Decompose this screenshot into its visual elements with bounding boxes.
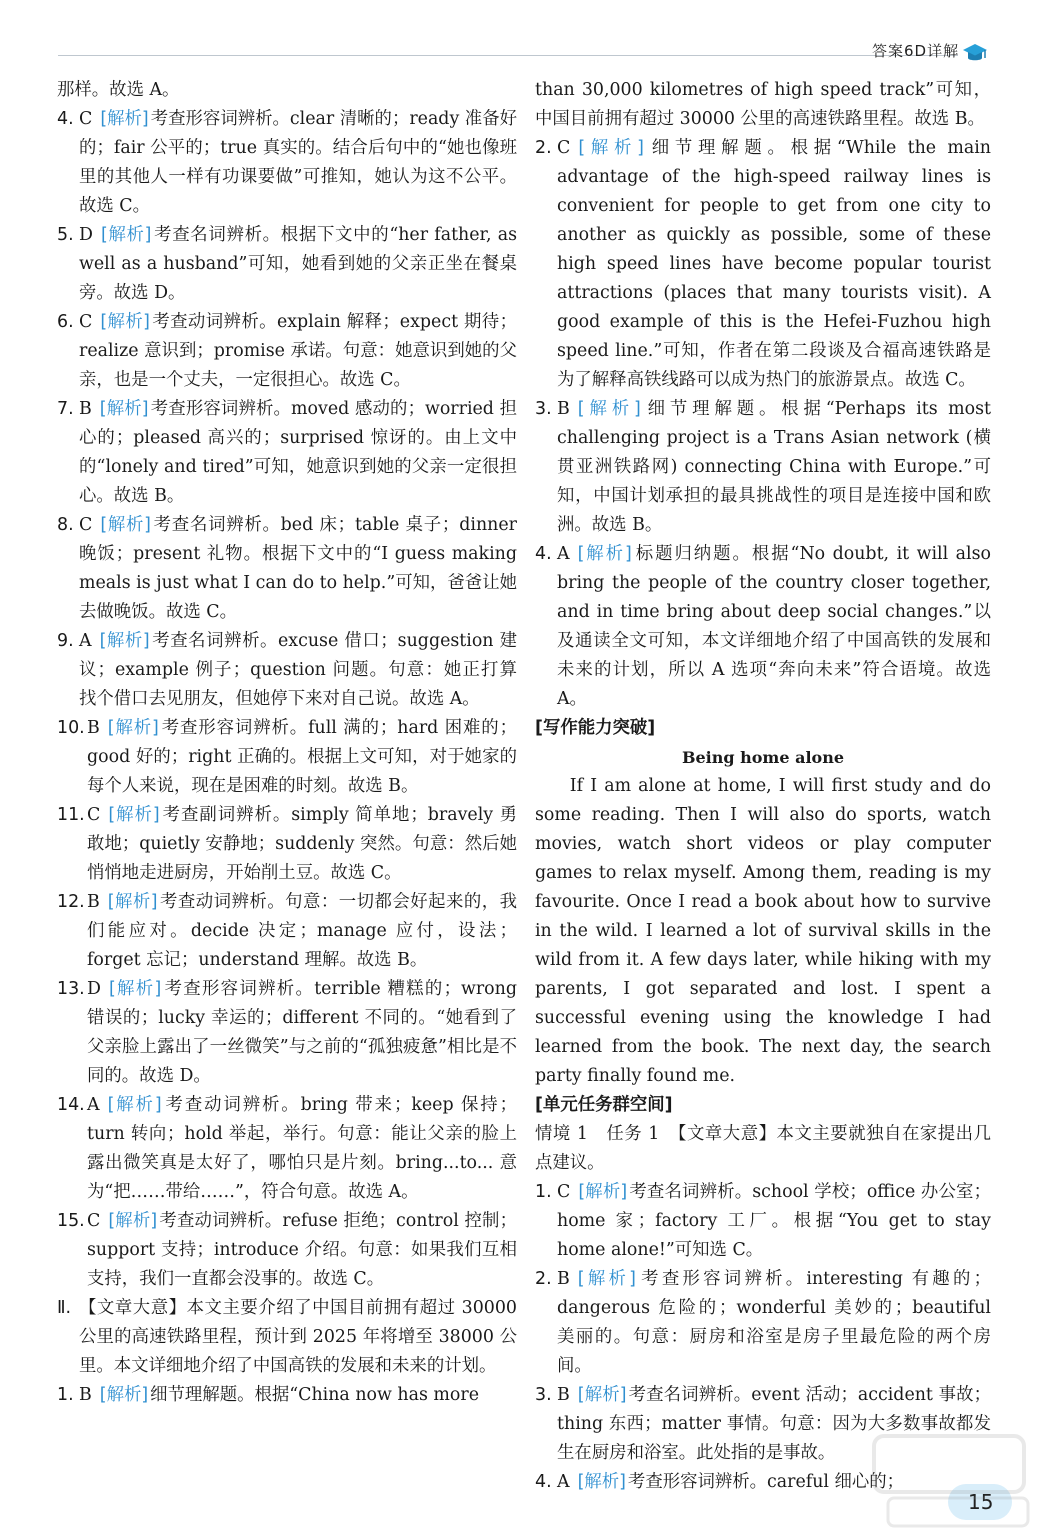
- answer-item: [57, 975, 517, 1091]
- right-column: [535, 76, 991, 1497]
- answer-letter: B: [79, 399, 92, 419]
- item-number: 1.: [535, 1182, 552, 1202]
- answer-letter: C: [79, 515, 93, 535]
- analysis-tag: [解析]: [100, 312, 150, 332]
- answer-letter: A: [79, 631, 92, 651]
- item-text: 考查动词辨析。句意：一切都会好起来的，我们能应对。decide 决定；manage 应付，设法；forget 忘记；understand 理解。故选 B。: [87, 892, 517, 970]
- item-number: 14.: [57, 1095, 85, 1115]
- answer-item: [535, 1265, 991, 1381]
- item-number: 4.: [535, 544, 552, 564]
- analysis-tag: [解析]: [577, 1385, 627, 1405]
- item-text: 细节理解题。根据“China now has more: [150, 1385, 479, 1405]
- answer-letter: B: [87, 718, 100, 738]
- answer-item: [57, 511, 517, 627]
- analysis-tag: [解析]: [100, 225, 152, 245]
- item-text: 考查形容词辨析。moved 感动的；worried 担心的；pleased 高兴的；surprised 惊讶的。由上文中的“lonely and tired”可知，她意识到她的父亲一定很担心。故选 B。: [79, 399, 517, 506]
- left-column: [57, 76, 517, 1410]
- item-number: 2.: [535, 1269, 552, 1289]
- item-number: 2.: [535, 138, 552, 158]
- analysis-tag: [解析]: [577, 399, 641, 419]
- answer-item: [535, 395, 991, 540]
- answer-item: [57, 1381, 517, 1410]
- item-text: 【文章大意】本文主要介绍了中国目前拥有超过 30000 公里的高速铁路里程，预计到 2025 年将增至 38000 公里。本文详细地介绍了中国高铁的发展和未来的计划。: [79, 1298, 517, 1376]
- answer-letter: A: [557, 1472, 570, 1492]
- answer-letter: B: [557, 1269, 570, 1289]
- answer-letter: B: [557, 1385, 570, 1405]
- essay-text: If I am alone at home, I will first study and do some reading. Then I will also do sports, watch movies, watch short videos or play computer games to relax myself. Among them, reading is my favourite. Once I read a book about how to survive in the wild. I learned a lot of survival skills in the wild from it. A few days later, while hiking with my parents, I got separated and lost. I spent a successful evening using the knowledge I had learned from the book. The next day, the search party finally found me.: [535, 776, 991, 1086]
- answer-item: [57, 105, 517, 221]
- analysis-tag: [解析]: [99, 1385, 149, 1405]
- item-text: 考查副词辨析。simply 简单地；bravely 勇敢地；quietly 安静地；suddenly 突然。句意：然后她悄悄地走进厨房，开始削土豆。故选 C。: [87, 805, 517, 883]
- answer-item: [535, 1178, 991, 1265]
- analysis-tag: [解析]: [577, 1269, 636, 1289]
- item-text: 考查形容词辨析。terrible 糟糕的；wrong 错误的；lucky 幸运的；different 不同的。“她看到了父亲脸上露出了一丝微笑”与之前的“孤独疲惫”相比是不同的。故选 D。: [87, 979, 517, 1086]
- item-text: 标题归纳题。根据“No doubt, it will also bring the people of the country closer together, and in time bring about deep social changes.”以及通读全文可知，本文详细地介绍了中国高铁的发展和未来的计划，所以 A 选项“奔向未来”符合语境。故选 A。: [557, 544, 991, 709]
- item-text: 考查名词辨析。event 活动；accident 事故；thing 东西；matter 事情。句意：因为大多数事故都发生在厨房和浴室。此处指的是事故。: [557, 1385, 991, 1463]
- item-text: 考查名词辨析。bed 床；table 桌子；dinner 晚饭；present 礼物。根据下文中的“I guess making meals is just what I can do to help.”可知，爸爸让她去做晚饭。故选 C。: [79, 515, 517, 622]
- item-number: 13.: [57, 979, 85, 999]
- item-number: 1.: [57, 1385, 74, 1405]
- item-text: 考查动词辨析。refuse 拒绝；control 控制；support 支持；introduce 介绍。句意：如果我们互相支持，我们一直都会没事的。故选 C。: [87, 1211, 517, 1289]
- answer-letter: A: [557, 544, 570, 564]
- analysis-tag: [解析]: [100, 109, 149, 129]
- item-number: 5.: [57, 225, 74, 245]
- item-number: Ⅱ.: [57, 1298, 72, 1318]
- item-number: 8.: [57, 515, 74, 535]
- item-text: 那样。故选 A。: [57, 80, 180, 100]
- analysis-tag: [解析]: [578, 1182, 628, 1202]
- answer-item: [57, 627, 517, 714]
- watermark-logo: [868, 1428, 1038, 1532]
- item-number: 15.: [57, 1211, 85, 1231]
- page-number: 15: [968, 1490, 994, 1514]
- item-text: 考查名词辨析。school 学校；office 办公室；home 家；factory 工厂。根据“You get to stay home alone!”可知选 C。: [557, 1182, 991, 1260]
- analysis-tag: [解析]: [108, 805, 160, 825]
- item-text: 考查动词辨析。bring 带来；keep 保持；turn 转向；hold 举起，举行。句意：能让父亲的脸上露出微笑真是太好了，哪怕只是片刻。bring...to... 意为“把……带给……”，符合句意。故选 A。: [87, 1095, 517, 1202]
- item-number: 12.: [57, 892, 85, 912]
- graduation-cap-icon: [962, 40, 988, 66]
- answer-item: [57, 1207, 517, 1294]
- item-number: 4.: [57, 109, 74, 129]
- analysis-tag: [解析]: [100, 515, 151, 535]
- answer-letter: C: [87, 1211, 101, 1231]
- item-text: 细节理解题。根据“While the main advantage of the high-speed railway lines is convenient for people to get from one city to another as quickly as possible, some of these high speed lines have become popular tourist attractions (places that many tourists visit). A good example of this is the Hefei-Fuzhou high speed line.”可知，作者在第二段谈及合福高速铁路是为了解释高铁线路可以成为热门的旅游景点。故选 C。: [557, 138, 991, 390]
- item-text: than 30,000 kilometres of high speed track”可知，中国目前拥有超过 30000 公里的高速铁路里程。故选 B。: [535, 80, 991, 129]
- answer-letter: B: [79, 1385, 92, 1405]
- item-number: 4.: [535, 1472, 552, 1492]
- answer-item: [57, 714, 517, 801]
- item-text: 考查形容词辨析。full 满的；hard 困难的；good 好的；right 正确的。根据上文可知，对于她家的每个人来说，现在是困难的时刻。故选 B。: [87, 718, 517, 796]
- analysis-tag: [解析]: [107, 718, 159, 738]
- header-rule: [58, 55, 958, 56]
- analysis-tag: [解析]: [577, 1472, 626, 1492]
- answer-letter: B: [557, 399, 570, 419]
- answer-letter: C: [79, 109, 93, 129]
- item-text: 考查形容词辨析。interesting 有趣的；dangerous 危险的；wonderful 美妙的；beautiful 美丽的。句意：厨房和浴室是房子里最危险的两个房间。: [557, 1269, 991, 1376]
- item-text: 考查名词辨析。excuse 借口；suggestion 建议；example 例子；question 问题。句意：她正打算找个借口去见朋友，但她停下来对自己说。故选 A。: [79, 631, 518, 709]
- answer-item: [535, 134, 991, 395]
- answer-letter: C: [79, 312, 93, 332]
- answer-item: [57, 1091, 517, 1207]
- item-number: 11.: [57, 805, 85, 825]
- answer-letter: C: [557, 1182, 571, 1202]
- answer-item: [57, 801, 517, 888]
- analysis-tag: [解析]: [578, 138, 644, 158]
- analysis-tag: [解析]: [108, 979, 162, 999]
- item-number: 6.: [57, 312, 74, 332]
- answer-item: [57, 1294, 517, 1381]
- item-number: 3.: [535, 1385, 552, 1405]
- answer-letter: D: [79, 225, 93, 245]
- item-number: 7.: [57, 399, 74, 419]
- essay-title: Being home alone: [681, 748, 845, 767]
- item-text: 考查形容词辨析。careful 细心的；: [627, 1472, 905, 1492]
- brand-label: 答案6D详解: [872, 42, 960, 60]
- unit-section-title: [单元任务群空间]: [535, 1095, 673, 1115]
- analysis-tag: [解析]: [577, 544, 632, 564]
- analysis-tag: [解析]: [107, 892, 158, 912]
- answer-item: [57, 308, 517, 395]
- answer-letter: D: [87, 979, 101, 999]
- answer-letter: A: [87, 1095, 100, 1115]
- item-text: 考查形容词辨析。clear 清晰的；ready 准备好的；fair 公平的；true 真实的。结合后句中的“她也像班里的其他人一样有功课要做”可推知，她认为这不公平。故选 C。: [79, 109, 517, 216]
- answer-item: [57, 221, 517, 308]
- answer-letter: C: [557, 138, 571, 158]
- answer-item: [57, 76, 517, 105]
- analysis-tag: [解析]: [99, 399, 149, 419]
- item-text: 细节理解题。根据“Perhaps its most challenging project is a Trans Asian network (横贯亚洲铁路网) connecting China with Europe.”可知，中国计划承担的最具挑战性的项目是连接中国和欧洲。故选 B。: [557, 399, 991, 535]
- analysis-tag: [解析]: [108, 1211, 158, 1231]
- answer-letter: B: [87, 892, 100, 912]
- item-number: 10.: [57, 718, 85, 738]
- unit-intro: 情境 1 任务 1 【文章大意】本文主要就独自在家提出几点建议。: [535, 1124, 991, 1173]
- writing-section-title: [写作能力突破]: [535, 718, 656, 738]
- answer-item: [535, 76, 991, 134]
- item-number: 9.: [57, 631, 74, 651]
- analysis-tag: [解析]: [107, 1095, 162, 1115]
- answer-letter: C: [87, 805, 101, 825]
- answer-item: [535, 540, 991, 714]
- item-number: 3.: [535, 399, 552, 419]
- answer-item: [57, 395, 517, 511]
- item-text: 考查名词辨析。根据下文中的“her father, as well as a husband”可知，她看到她的父亲正坐在餐桌旁。故选 D。: [79, 225, 517, 303]
- analysis-tag: [解析]: [99, 631, 150, 651]
- item-text: 考查动词辨析。explain 解释；expect 期待；realize 意识到；promise 承诺。句意：她意识到她的父亲，也是一个丈夫，一定很担心。故选 C。: [79, 312, 517, 390]
- answer-item: [57, 888, 517, 975]
